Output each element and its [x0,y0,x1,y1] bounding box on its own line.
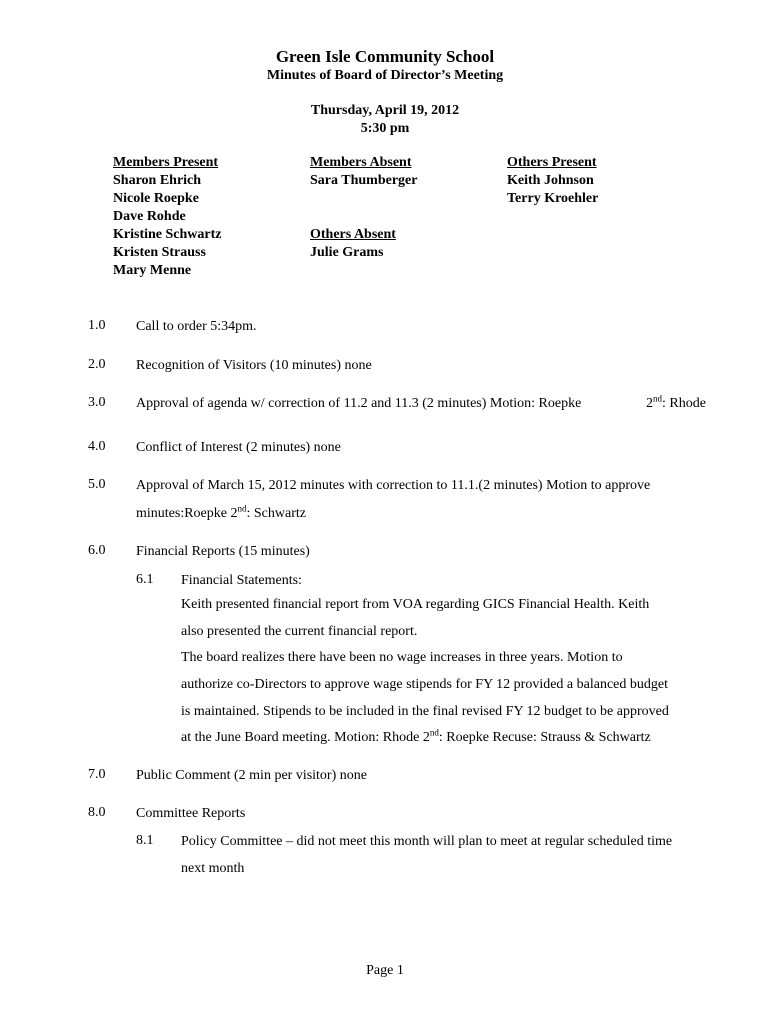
item-text: Public Comment (2 min per visitor) none [136,768,367,783]
item-text: Financial Reports (15 minutes) [136,544,310,559]
paragraph-line: at the June Board meeting. Motion: Rhode 2nd: Roepke Recuse: Strauss & Schwartz [181,727,651,745]
others-present-list [507,154,598,208]
subitem-number: 8.1 [136,833,154,848]
item-text: Call to order 5:34pm. [136,319,257,334]
item-number: 6.0 [88,543,106,558]
item-number: 4.0 [88,439,106,454]
paragraph-line: authorize co-Directors to approve wage stipends for FY 12 provided a balanced budget [181,677,668,692]
others-absent-heading: Others Absent [310,227,396,242]
meeting-time: 5:30 pm [360,121,410,136]
item-text: Approval of agenda w/ correction of 11.2 and 11.3 (2 minutes) Motion: Roepke [136,396,582,411]
subitem-text-cont: next month [181,861,245,876]
member-name: Sharon Ehrich [113,173,202,188]
others-present-heading: Others Present [507,155,597,170]
members-present-heading: Members Present [113,155,219,170]
subitem-number: 6.1 [136,572,154,587]
item-number: 2.0 [88,357,106,372]
paragraph-line: Keith presented financial report from VOA regarding GICS Financial Health. Keith [181,597,650,612]
item-text-cont: minutes:Roepke 2nd: Schwartz [136,503,306,521]
paragraph-line: The board realizes there have been no wage increases in three years. Motion to [181,650,623,665]
second-motion: 2nd: Rhode [646,393,706,411]
members-present-list [113,154,221,280]
member-name: Nicole Roepke [113,191,199,206]
member-name: Kristen Strauss [113,245,206,260]
member-name: Keith Johnson [507,173,594,188]
subitem-title: Financial Statements: [181,573,302,588]
item-number: 8.0 [88,805,106,820]
others-absent-list [310,226,396,262]
member-name: Mary Menne [113,263,192,278]
meeting-date: Thursday, April 19, 2012 [310,103,460,118]
subitem-text: Policy Committee – did not meet this month will plan to meet at regular scheduled time [181,834,673,849]
item-number: 5.0 [88,477,106,492]
members-absent-list [310,154,417,190]
member-name: Sara Thumberger [310,173,418,188]
item-number: 3.0 [88,395,106,410]
item-number: 1.0 [88,318,106,333]
page-number: Page 1 [366,963,404,978]
member-name: Julie Grams [310,245,384,260]
item-text: Approval of March 15, 2012 minutes with correction to 11.1.(2 minutes) Motion to approve [136,478,651,493]
item-text: Recognition of Visitors (10 minutes) none [136,358,372,373]
paragraph-line: is maintained. Stipends to be included in the final revised FY 12 budget to be approved [181,704,669,719]
item-text: Committee Reports [136,806,246,821]
member-name: Dave Rohde [113,209,186,224]
meeting-title: Minutes of Board of Director’s Meeting [266,68,504,83]
item-number: 7.0 [88,767,106,782]
members-absent-heading: Members Absent [310,155,412,170]
paragraph-line: also presented the current financial report. [181,624,418,639]
member-name: Terry Kroehler [507,191,599,206]
member-name: Kristine Schwartz [113,227,222,242]
school-title: Green Isle Community School [275,47,495,66]
item-text: Conflict of Interest (2 minutes) none [136,440,341,455]
